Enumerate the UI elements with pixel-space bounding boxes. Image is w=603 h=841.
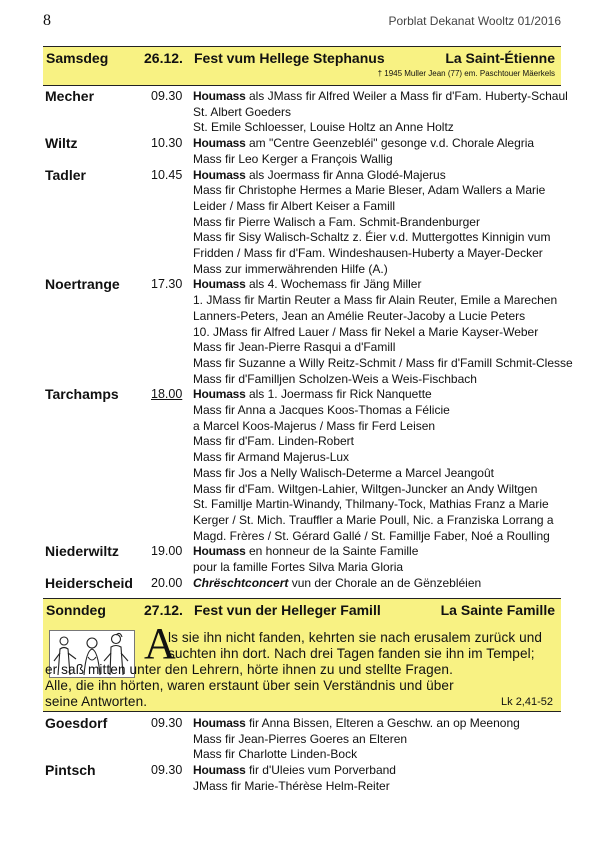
day-name: Sonndeg (46, 602, 106, 618)
parish-name: Heiderscheid (45, 574, 133, 591)
intentions (193, 576, 563, 592)
intention-line (193, 482, 563, 498)
day-name: Samsdeg (46, 50, 109, 66)
intention-line (193, 466, 563, 482)
schedule-entry (43, 88, 568, 136)
feast-name: Fest vun der Helleger Famill (194, 602, 381, 618)
intention-text: Kerger / St. Mich. Trauffler a Marie Poull, Nic. a Franziska Lorrang a (193, 512, 554, 527)
schedule-entry (43, 763, 563, 794)
intention-line (193, 372, 563, 388)
gospel-dropcap: A (144, 619, 176, 668)
intention-text: als 4. Wochemass fir Jäng Miller (245, 277, 422, 292)
intention-line (193, 340, 563, 356)
intention-line (193, 325, 563, 341)
intention-text: JMass fir Marie-Thérèse Helm-Reiter (193, 778, 390, 793)
gospel-line: suchten ihn dort. Nach drei Tagen fanden sie ihn im Tempel; (168, 646, 535, 661)
day-date: 26.12. (144, 50, 183, 66)
intention-line (193, 529, 563, 545)
intention-line (193, 450, 563, 466)
gospel-box (43, 619, 561, 712)
intention-text: fir Anna Bissen, Elteren a Geschw. an op Meenong (245, 716, 520, 730)
intention-text: Mass fir Christophe Hermes a Marie Bleser, Adam Wallers a Marie (193, 183, 546, 198)
intention-line (193, 576, 563, 592)
intention-text: pour la famille Fortes Silva Maria Gloria (193, 560, 404, 574)
intention-line (193, 262, 563, 278)
schedule-entry (43, 387, 563, 544)
intention-line (193, 277, 563, 293)
intentions (193, 544, 563, 575)
intention-line (193, 152, 563, 168)
gospel-reference: Lk 2,41-52 (501, 696, 553, 708)
mass-type-keyword: Houmass (193, 89, 246, 103)
schedule-entry (43, 168, 563, 278)
parish-name: Niederwiltz (45, 543, 119, 560)
intention-text: 1. JMass fir Martin Reuter a Mass fir Alain Reuter, Emile a Marechen (193, 293, 558, 308)
parish-name: Noertrange (45, 276, 120, 293)
intention-line (193, 434, 563, 450)
page-number: 8 (43, 12, 51, 29)
intention-text: St. Emile Schloesser, Louise Holtz an Anne Holtz (193, 120, 454, 135)
mass-time: 20.00 (151, 575, 183, 590)
day-header-sunday (43, 598, 561, 625)
intention-text: als Joermass fir Anna Glodé-Majerus (245, 167, 446, 182)
intention-text: Mass fir Anna a Jacques Koos-Thomas a Félicie (193, 403, 450, 417)
intention-text: Mass fir Leo Kerger a François Wallig (193, 151, 393, 166)
intention-text: Fridden / Mass fir d'Fam. Windeshausen-Huberty a Mayer-Decker (193, 246, 543, 261)
intention-text: Mass fir Suzanne a Willy Reitz-Schmit / Mass fir d'Famill Schmit-Clesse (193, 355, 573, 370)
intentions (193, 89, 568, 136)
gospel-line: ls sie ihn nicht fanden, kehrten sie nach erusalem zurück und (168, 630, 543, 645)
schedule-entry (43, 136, 563, 167)
day-date: 27.12. (144, 602, 183, 618)
mass-type-keyword: Houmass (193, 387, 246, 402)
intention-line (193, 544, 563, 560)
intention-line (193, 105, 563, 121)
mass-time: 09.30 (151, 763, 183, 778)
intention-text: St. Albert Goeders (193, 104, 292, 119)
intention-line (193, 419, 563, 435)
intention-text: Mass fir Armand Majerus-Lux (193, 450, 350, 465)
parish-name: Tadler (45, 166, 86, 183)
feast-name: Fest vum Hellege Stephanus (194, 50, 385, 66)
intention-text: Mass fir Charlotte Linden-Bock (193, 747, 358, 762)
intention-text: Mass fir Jos a Nelly Walisch-Determe a Marcel Jeangoût (193, 465, 494, 480)
intention-text: Magd. Frères / St. Gérard Gallé / St. Famillje Faber, Noé a Roulling (193, 528, 550, 543)
parish-name: Tarchamps (45, 386, 119, 403)
mass-time: 09.30 (151, 89, 183, 103)
intention-text: Mass fir d'Familljen Scholzen-Weis a Weis-Fischbach (193, 371, 477, 386)
intention-text: am "Centre Geenzebléi" gesonge v.d. Chorale Alegria (245, 136, 535, 151)
mass-type-keyword: Houmass (193, 136, 246, 151)
intention-text: St. Famillje Martin-Winandy, Thilmany-Tock, Mathias Franz a Marie (193, 497, 549, 512)
intention-line (193, 560, 563, 576)
intention-text: Mass fir Jean-Pierre Rasqui a d'Famill (193, 340, 396, 355)
intention-line (193, 747, 563, 763)
mass-type-keyword: Houmass (193, 716, 246, 730)
feast-name-french: La Sainte Famille (440, 602, 555, 618)
parish-name: Mecher (45, 88, 95, 104)
schedule-entry (43, 276, 573, 387)
mass-time: 10.45 (151, 167, 183, 182)
intention-line (193, 497, 563, 513)
gospel-line: Alle, die ihn hörten, waren erstaunt über sein Verständnis und über (45, 678, 454, 693)
mass-type-keyword: Houmass (193, 763, 246, 778)
event-title: Chrëschtconcert (193, 575, 289, 590)
intention-text: Mass fir d'Fam. Linden-Robert (193, 434, 355, 449)
intention-line (193, 168, 563, 184)
mass-time: 17.30 (151, 277, 183, 292)
intention-line (193, 199, 563, 215)
mass-time: 19.00 (151, 544, 183, 559)
parish-name: Wiltz (45, 135, 78, 152)
intentions (193, 716, 563, 763)
schedule-entry (43, 576, 563, 592)
intention-line (193, 403, 563, 419)
intentions (193, 136, 563, 167)
intention-line (193, 89, 568, 105)
intention-text: fir d'Uleies vum Porverband (245, 763, 396, 778)
intentions (193, 387, 563, 544)
intention-line (193, 120, 563, 136)
mass-type-keyword: Houmass (193, 167, 246, 182)
intention-line (193, 387, 563, 403)
schedule-entry (43, 716, 563, 763)
intention-line (193, 293, 563, 309)
intention-line (193, 215, 563, 231)
day-header-saturday (43, 46, 561, 86)
parish-name: Goesdorf (45, 715, 108, 731)
intentions (193, 168, 563, 278)
intention-text: Lanners-Peters, Jean an Amélie Reuter-Jacoby a Lucie Peters (193, 308, 526, 323)
intention-line (193, 230, 563, 246)
intention-line (193, 716, 563, 732)
memorial-note: † 1945 Muller Jean (77) em. Paschtouer Mäerkels (377, 69, 555, 78)
intention-line (193, 183, 563, 199)
intentions (193, 277, 573, 387)
mass-time: 09.30 (151, 716, 183, 730)
publication-title: Porblat Dekanat Wooltz 01/2016 (388, 14, 561, 28)
intention-text: als 1. Joermass fir Rick Nanquette (245, 387, 432, 402)
intention-line (193, 763, 563, 779)
gospel-line: er saß mitten unter den Lehrern, hörte ihnen zu und stellte Fragen. (45, 662, 453, 677)
mass-time: 18.00 (151, 387, 183, 402)
intentions (193, 763, 563, 794)
intention-text: 10. JMass fir Alfred Lauer / Mass fir Nekel a Marie Kayser-Weber (193, 324, 539, 339)
intention-text: Mass zur immerwährenden Hilfe (A.) (193, 261, 388, 276)
intention-line (193, 355, 573, 372)
parish-name: Pintsch (45, 762, 96, 779)
intention-text: Mass fir Jean-Pierres Goeres an Elteren (193, 731, 408, 746)
intention-line (193, 136, 563, 152)
intention-line (193, 246, 563, 262)
intention-line (193, 309, 563, 325)
intention-text: Leider / Mass fir Albert Keiser a Famill (193, 198, 396, 213)
intention-text: vun der Chorale an de Gënzebléien (288, 575, 482, 590)
mass-type-keyword: Houmass (193, 277, 246, 292)
gospel-line: seine Antworten. (45, 694, 148, 709)
intention-line (193, 779, 563, 795)
schedule-entry (43, 544, 563, 575)
intention-text: Mass fir d'Fam. Wiltgen-Lahier, Wiltgen-Juncker an Andy Wiltgen (193, 481, 538, 496)
intention-text: a Marcel Koos-Majerus / Mass fir Ferd Leisen (193, 418, 436, 433)
intention-line (193, 732, 563, 748)
intention-text: Mass fir Sisy Walisch-Schaltz z. Éier v.d. Muttergottes Kinnigin vum (193, 230, 551, 245)
intention-text: Mass fir Pierre Walisch a Fam. Schmit-Brandenburger (193, 214, 480, 229)
intention-line (193, 513, 563, 529)
feast-name-french: La Saint-Étienne (445, 50, 555, 66)
intention-text: als JMass fir Alfred Weiler a Mass fir d'Fam. Huberty-Schaul (245, 89, 568, 103)
mass-type-keyword: Houmass (193, 544, 246, 559)
intention-text: en honneur de la Sainte Famille (245, 544, 419, 559)
mass-time: 10.30 (151, 136, 183, 151)
